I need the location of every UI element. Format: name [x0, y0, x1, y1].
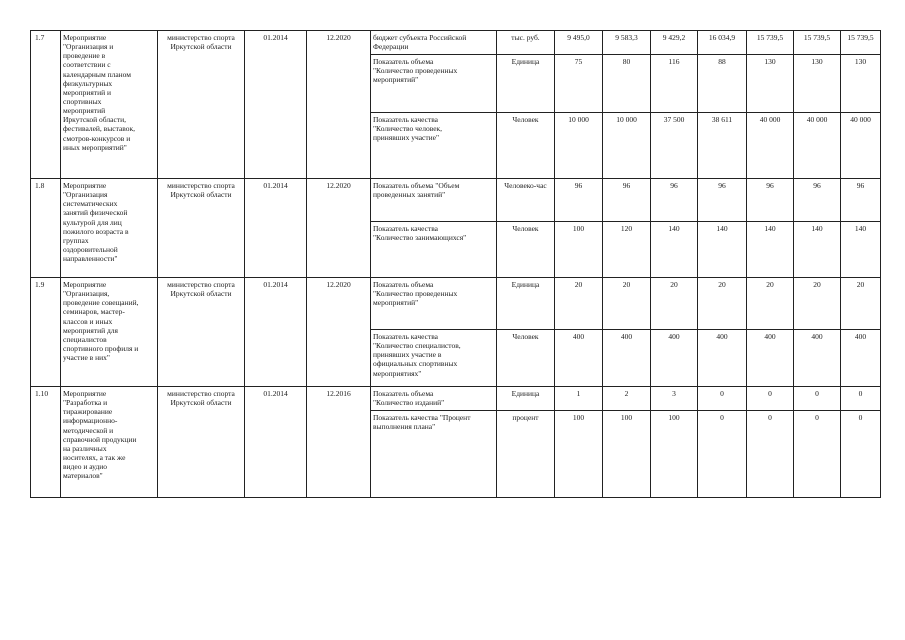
activity-number: 1.7	[31, 31, 61, 179]
indicator-name: Показатель объема "Количество изданий"	[371, 387, 497, 411]
activity-executor: министерство спорта Иркутской области	[158, 387, 245, 498]
indicator-value: 20	[651, 278, 698, 330]
indicator-value: 100	[555, 411, 603, 498]
indicator-value: 116	[651, 55, 698, 113]
indicator-name: бюджет субъекта Российской Федерации	[371, 31, 497, 55]
indicator-value: 400	[603, 330, 651, 387]
indicator-value: 9 583,3	[603, 31, 651, 55]
indicator-unit: Человек	[497, 330, 555, 387]
indicator-value: 130	[747, 55, 794, 113]
table-body	[31, 31, 881, 498]
activity-start-date: 01.2014	[245, 387, 307, 498]
indicator-name: Показатель объема "Количество проведенных мероприятий"	[371, 55, 497, 113]
indicator-value: 15 739,5	[794, 31, 841, 55]
indicator-value: 0	[698, 411, 747, 498]
indicator-name: Показатель качества "Количество человек, принявших участие"	[371, 113, 497, 179]
table-row	[31, 278, 881, 330]
indicator-unit: Единица	[497, 55, 555, 113]
activity-name: Мероприятие "Организация и проведение в соответствии с календарным планом физкультурных мероприятий и спортивных мероприятий Иркутской области, фестивалей, выставок, смотров-конкурсов и иных мероприятий"	[61, 31, 158, 179]
indicator-value: 15 739,5	[841, 31, 881, 55]
indicator-value: 400	[841, 330, 881, 387]
indicator-value: 96	[794, 179, 841, 222]
indicator-value: 400	[698, 330, 747, 387]
indicator-value: 37 500	[651, 113, 698, 179]
indicator-name: Показатель объема "Объем проведенных занятий"	[371, 179, 497, 222]
indicator-value: 20	[794, 278, 841, 330]
activity-name: Мероприятие "Организация, проведение совещаний, семинаров, мастер- классов и иных мероприятий для специалистов спортивного профиля и участие в них"	[61, 278, 158, 387]
indicator-value: 0	[698, 387, 747, 411]
indicator-unit: тыс. руб.	[497, 31, 555, 55]
indicator-value: 88	[698, 55, 747, 113]
indicator-value: 20	[603, 278, 651, 330]
indicator-value: 400	[747, 330, 794, 387]
indicator-value: 15 739,5	[747, 31, 794, 55]
activity-number: 1.9	[31, 278, 61, 387]
program-activities-table	[30, 30, 881, 498]
activity-executor: министерство спорта Иркутской области	[158, 31, 245, 179]
indicator-value: 80	[603, 55, 651, 113]
activity-number: 1.8	[31, 179, 61, 278]
indicator-value: 130	[794, 55, 841, 113]
indicator-value: 96	[747, 179, 794, 222]
table-row	[31, 179, 881, 222]
indicator-value: 140	[698, 222, 747, 278]
indicator-value: 1	[555, 387, 603, 411]
activity-name: Мероприятие "Разработка и тиражирование информационно- методической и справочной продукции на различных носителях, а так же видео и аудио материалов"	[61, 387, 158, 498]
table-row	[31, 31, 881, 55]
indicator-value: 96	[841, 179, 881, 222]
indicator-unit: Человек	[497, 222, 555, 278]
indicator-value: 140	[747, 222, 794, 278]
indicator-value: 96	[555, 179, 603, 222]
indicator-value: 96	[698, 179, 747, 222]
indicator-value: 9 429,2	[651, 31, 698, 55]
indicator-value: 100	[651, 411, 698, 498]
indicator-value: 16 034,9	[698, 31, 747, 55]
indicator-value: 400	[651, 330, 698, 387]
indicator-value: 400	[794, 330, 841, 387]
indicator-unit: Человеко-час	[497, 179, 555, 222]
indicator-value: 40 000	[747, 113, 794, 179]
indicator-value: 40 000	[841, 113, 881, 179]
indicator-unit: процент	[497, 411, 555, 498]
indicator-value: 2	[603, 387, 651, 411]
indicator-value: 10 000	[555, 113, 603, 179]
activity-executor: министерство спорта Иркутской области	[158, 179, 245, 278]
activity-start-date: 01.2014	[245, 179, 307, 278]
indicator-value: 96	[651, 179, 698, 222]
indicator-value: 120	[603, 222, 651, 278]
indicator-value: 0	[841, 411, 881, 498]
indicator-value: 20	[747, 278, 794, 330]
indicator-value: 140	[651, 222, 698, 278]
indicator-value: 10 000	[603, 113, 651, 179]
indicator-value: 20	[841, 278, 881, 330]
activity-end-date: 12.2020	[307, 179, 371, 278]
activity-start-date: 01.2014	[245, 31, 307, 179]
indicator-value: 0	[747, 387, 794, 411]
indicator-name: Показатель объема "Количество проведенных мероприятий"	[371, 278, 497, 330]
table-row	[31, 387, 881, 411]
indicator-value: 20	[555, 278, 603, 330]
indicator-value: 0	[841, 387, 881, 411]
activity-end-date: 12.2020	[307, 278, 371, 387]
activity-number: 1.10	[31, 387, 61, 498]
activity-name: Мероприятие "Организация систематических занятий физической культурой для лиц пожилого возраста в группах оздоровительной направленности"	[61, 179, 158, 278]
indicator-unit: Человек	[497, 113, 555, 179]
indicator-value: 3	[651, 387, 698, 411]
indicator-value: 9 495,0	[555, 31, 603, 55]
activity-executor: министерство спорта Иркутской области	[158, 278, 245, 387]
indicator-value: 140	[794, 222, 841, 278]
indicator-unit: Единица	[497, 387, 555, 411]
activity-end-date: 12.2020	[307, 31, 371, 179]
indicator-value: 38 611	[698, 113, 747, 179]
indicator-value: 0	[794, 387, 841, 411]
indicator-value: 100	[603, 411, 651, 498]
indicator-value: 100	[555, 222, 603, 278]
indicator-value: 0	[794, 411, 841, 498]
indicator-unit: Единица	[497, 278, 555, 330]
indicator-name: Показатель качества "Процент выполнения плана"	[371, 411, 497, 498]
activity-end-date: 12.2016	[307, 387, 371, 498]
indicator-value: 130	[841, 55, 881, 113]
indicator-value: 400	[555, 330, 603, 387]
indicator-name: Показатель качества "Количество занимающихся"	[371, 222, 497, 278]
indicator-value: 96	[603, 179, 651, 222]
indicator-value: 40 000	[794, 113, 841, 179]
indicator-value: 0	[747, 411, 794, 498]
activity-start-date: 01.2014	[245, 278, 307, 387]
indicator-value: 140	[841, 222, 881, 278]
indicator-name: Показатель качества "Количество специалистов, принявших участие в официальных спортивных мероприятиях"	[371, 330, 497, 387]
indicator-value: 75	[555, 55, 603, 113]
indicator-value: 20	[698, 278, 747, 330]
